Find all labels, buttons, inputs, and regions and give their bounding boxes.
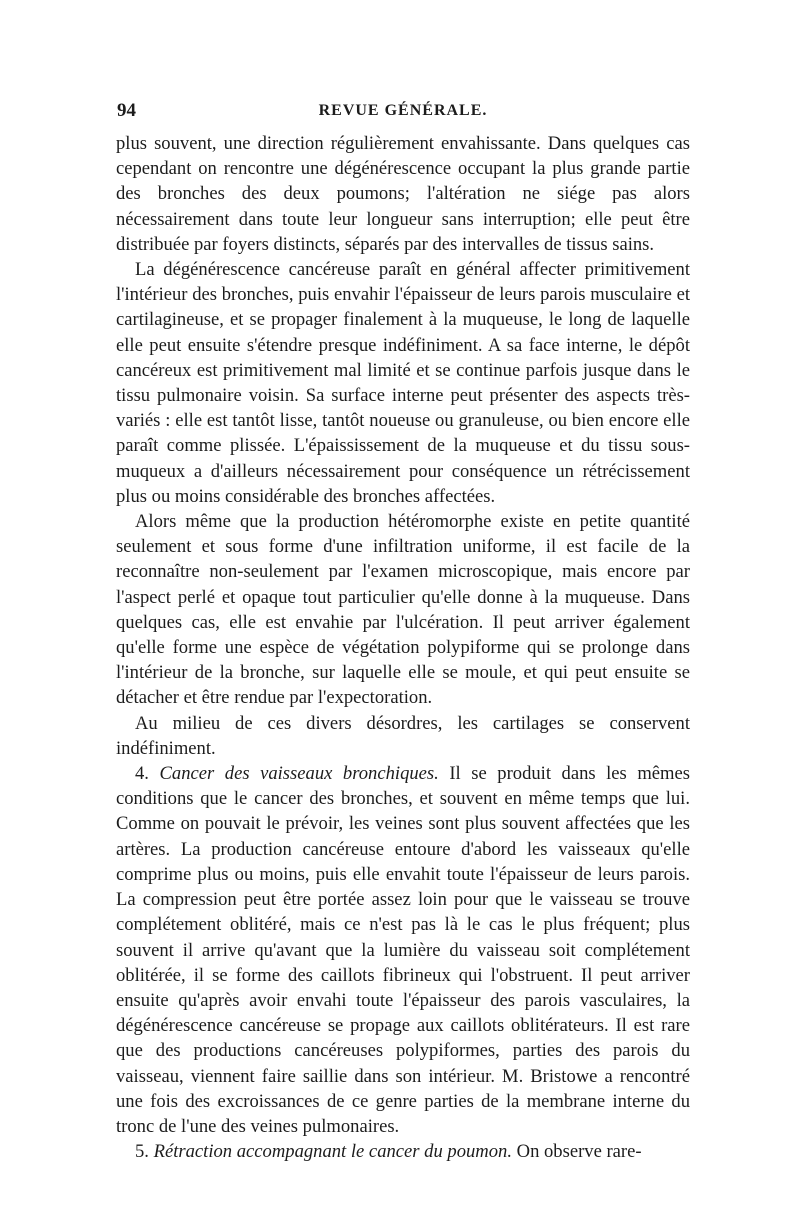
- paragraph-degenerescence: La dégénérescence cancéreuse paraît en général affecter primitivement l'intérieur des bronches, puis envahir l'épaisseur de leurs parois musculaire et cartilagineuse, et se propager finalement à la muqueuse, le long de laquelle elle peut ensuite s'étendre presque indéfiniment. A sa face interne, le dépôt cancéreux est primitivement mal limité et se continue parfois jusque dans le tissu pulmonaire voisin. Sa surface interne peut présenter des aspects très-variés : elle est tantôt lisse, tantôt noueuse ou granuleuse, ou bien encore elle paraît comme plissée. L'épaississement de la muqueuse et du tissu sous-muqueux a d'ailleurs nécessairement pour conséquence un rétrécissement plus ou moins considérable des bronches affectées.: [116, 259, 690, 507]
- body-text: [116, 131, 690, 1164]
- paragraph-continuation: plus souvent, une direction régulièrement envahissante. Dans quelques cas cependant on rencontre une dégénérescence occupant la plus grande partie des bronches des deux poumons; l'altération ne siége pas alors nécessairement dans toute leur longueur sans interruption; elle peut être distribuée par foyers distincts, séparés par des intervalles de tissus sains.: [116, 133, 690, 255]
- paragraph-production-heteromorphe: Alors même que la production hétéromorphe existe en petite quantité seulement et sous forme d'une infiltration uniforme, il est facile de la reconnaître non-seulement par l'examen microscopique, mais encore par l'aspect perlé et opaque tout particulier qu'elle donne à la muqueuse. Dans quelques cas, elle est envahie par l'ulcération. Il peut arriver également qu'elle forme une espèce de végétation polypiforme qui se prolonge dans l'intérieur de la bronche, sur laquelle elle se moule, et qui peut ensuite se détacher et être rendue par l'expectoration.: [116, 511, 690, 709]
- paragraph-cartilages: Au milieu de ces divers désordres, les cartilages se conservent indéfiniment.: [116, 712, 690, 759]
- section-4-heading: Cancer des vaisseaux bronchiques.: [159, 763, 439, 785]
- section-4-number: 4.: [135, 763, 149, 785]
- section-5-number: 5.: [135, 1141, 149, 1163]
- running-title: REVUE GÉNÉRALE.: [318, 102, 488, 119]
- page-header: [117, 100, 689, 126]
- section-5-paragraph: [116, 1139, 690, 1164]
- section-5-text: On observe rare-: [516, 1141, 642, 1163]
- section-5-heading: Rétraction accompagnant le cancer du poumon.: [153, 1141, 512, 1163]
- section-4-text: Il se produit dans les mêmes conditions que le cancer des bronches, et souvent en même temps que lui. Comme on pouvait le prévoir, les veines sont plus souvent affectées que les artères. La production cancéreuse entoure d'abord les vaisseaux qu'elle comprime plus ou moins, puis elle envahit toute l'épaisseur de leurs parois. La compression peut être portée assez loin pour que le vaisseau se trouve complétement oblitéré, mais ce n'est pas là le cas le plus fréquent; plus souvent il arrive qu'avant que la lumière du vaisseau soit complétement oblitérée, il se forme des caillots fibrineux qui l'obstruent. Il peut arriver ensuite qu'après avoir envahi toute l'épaisseur des parois vasculaires, la dégénérescence cancéreuse se propage aux caillots oblitérateurs. Il est rare que des productions cancéreuses polypiformes, parties des parois du vaisseau, viennent faire saillie dans son intérieur. M. Bristowe a rencontré une fois des excroissances de ce genre parties de la membrane interne du tronc de l'une des veines pulmonaires.: [116, 763, 691, 1137]
- section-4-paragraph: [116, 761, 690, 1139]
- page-number: 94: [117, 100, 136, 121]
